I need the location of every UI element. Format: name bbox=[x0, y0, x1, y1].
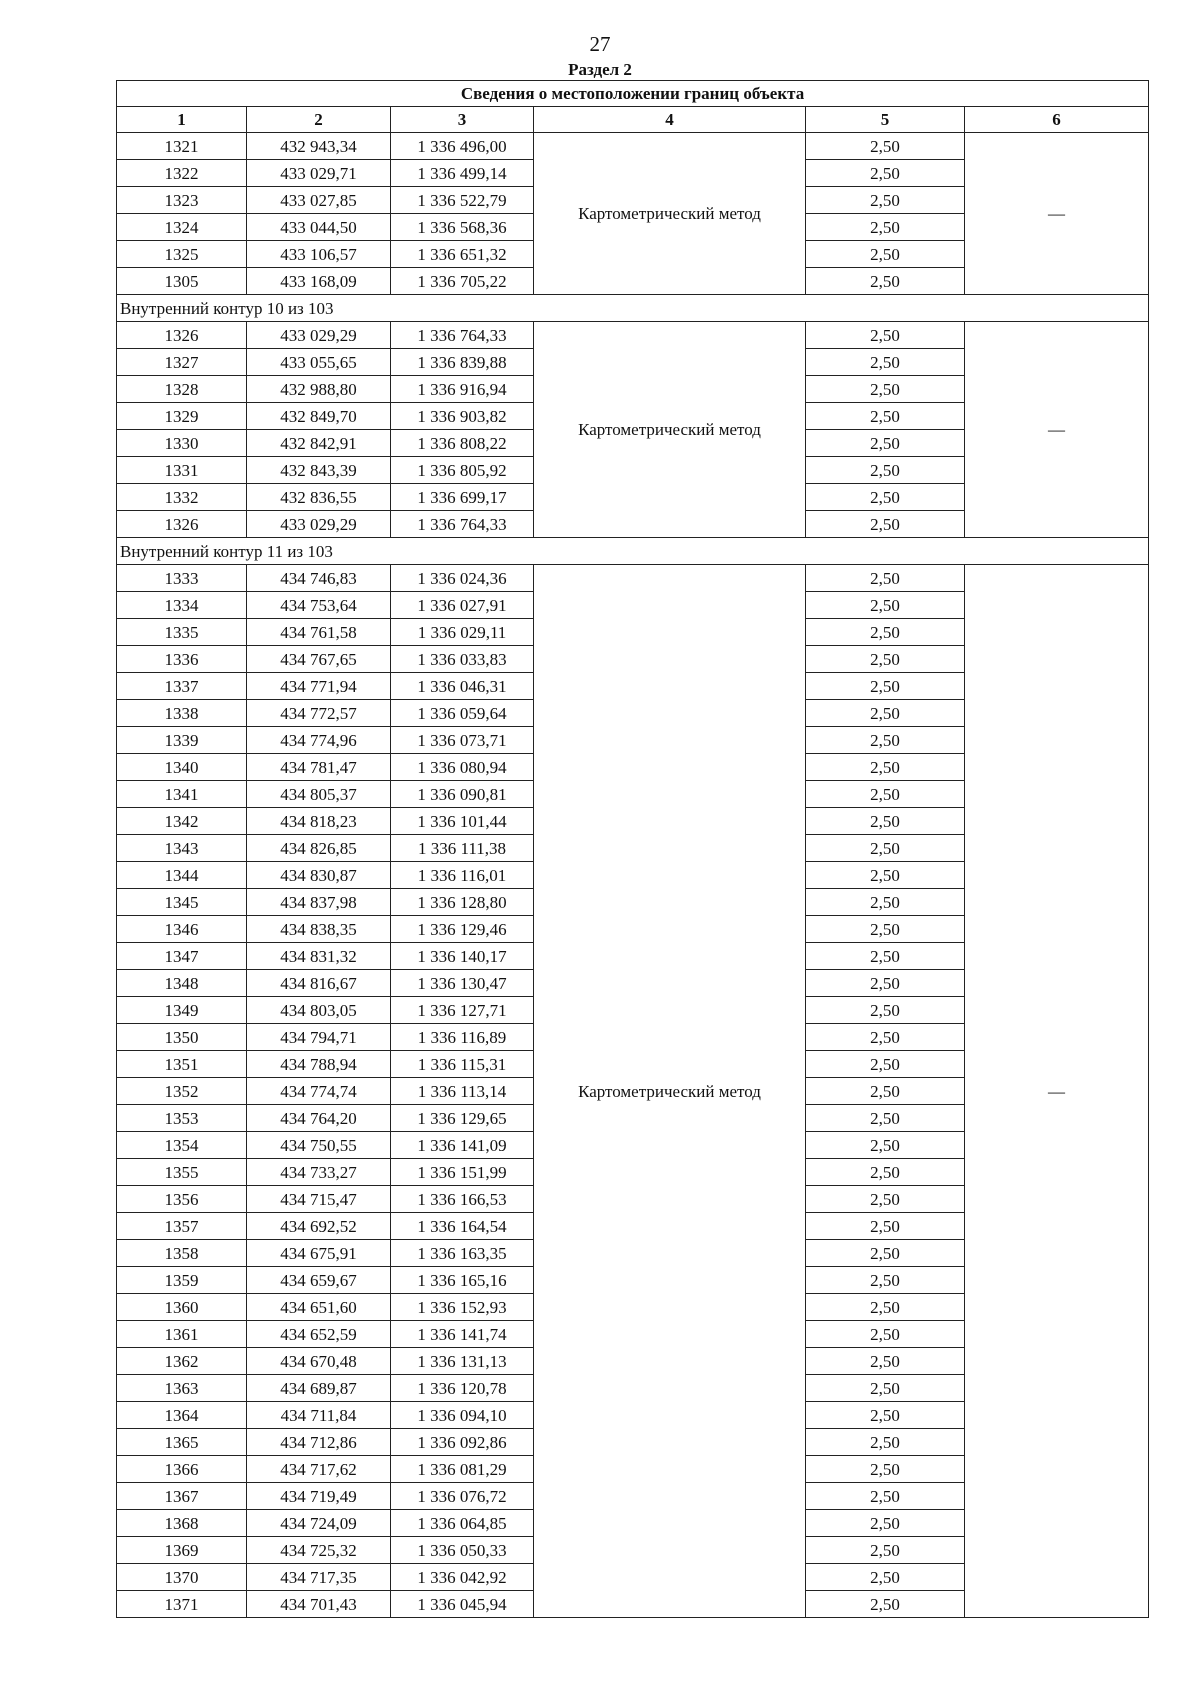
x-coordinate-cell: 433 044,50 bbox=[247, 214, 391, 241]
table-title: Сведения о местоположении границ объекта bbox=[117, 81, 1149, 107]
accuracy-cell: 2,50 bbox=[806, 889, 965, 916]
accuracy-cell: 2,50 bbox=[806, 1240, 965, 1267]
x-coordinate-cell: 433 055,65 bbox=[247, 349, 391, 376]
accuracy-cell: 2,50 bbox=[806, 1024, 965, 1051]
table-row bbox=[117, 133, 1149, 160]
x-coordinate-cell: 434 818,23 bbox=[247, 808, 391, 835]
x-coordinate-cell: 432 943,34 bbox=[247, 133, 391, 160]
point-number-cell: 1369 bbox=[117, 1537, 247, 1564]
accuracy-cell: 2,50 bbox=[806, 403, 965, 430]
y-coordinate-cell: 1 336 568,36 bbox=[391, 214, 534, 241]
x-coordinate-cell: 434 772,57 bbox=[247, 700, 391, 727]
point-number-cell: 1371 bbox=[117, 1591, 247, 1618]
y-coordinate-cell: 1 336 141,09 bbox=[391, 1132, 534, 1159]
x-coordinate-cell: 434 717,62 bbox=[247, 1456, 391, 1483]
accuracy-cell: 2,50 bbox=[806, 511, 965, 538]
x-coordinate-cell: 434 774,74 bbox=[247, 1078, 391, 1105]
point-number-cell: 1352 bbox=[117, 1078, 247, 1105]
accuracy-cell: 2,50 bbox=[806, 1321, 965, 1348]
contour-row bbox=[117, 538, 1149, 565]
accuracy-cell: 2,50 bbox=[806, 1564, 965, 1591]
point-number-cell: 1347 bbox=[117, 943, 247, 970]
accuracy-cell: 2,50 bbox=[806, 1213, 965, 1240]
y-coordinate-cell: 1 336 127,71 bbox=[391, 997, 534, 1024]
y-coordinate-cell: 1 336 113,14 bbox=[391, 1078, 534, 1105]
accuracy-cell: 2,50 bbox=[806, 484, 965, 511]
x-coordinate-cell: 434 781,47 bbox=[247, 754, 391, 781]
x-coordinate-cell: 434 750,55 bbox=[247, 1132, 391, 1159]
x-coordinate-cell: 434 733,27 bbox=[247, 1159, 391, 1186]
accuracy-cell: 2,50 bbox=[806, 700, 965, 727]
x-coordinate-cell: 434 837,98 bbox=[247, 889, 391, 916]
x-coordinate-cell: 434 717,35 bbox=[247, 1564, 391, 1591]
x-coordinate-cell: 434 724,09 bbox=[247, 1510, 391, 1537]
point-number-cell: 1345 bbox=[117, 889, 247, 916]
accuracy-cell: 2,50 bbox=[806, 916, 965, 943]
y-coordinate-cell: 1 336 045,94 bbox=[391, 1591, 534, 1618]
accuracy-cell: 2,50 bbox=[806, 727, 965, 754]
contour-label: Внутренний контур 11 из 103 bbox=[117, 538, 1149, 565]
point-number-cell: 1327 bbox=[117, 349, 247, 376]
point-number-cell: 1356 bbox=[117, 1186, 247, 1213]
x-coordinate-cell: 434 675,91 bbox=[247, 1240, 391, 1267]
y-coordinate-cell: 1 336 029,11 bbox=[391, 619, 534, 646]
y-coordinate-cell: 1 336 141,74 bbox=[391, 1321, 534, 1348]
accuracy-cell: 2,50 bbox=[806, 943, 965, 970]
point-number-cell: 1367 bbox=[117, 1483, 247, 1510]
x-coordinate-cell: 434 753,64 bbox=[247, 592, 391, 619]
point-number-cell: 1305 bbox=[117, 268, 247, 295]
accuracy-cell: 2,50 bbox=[806, 1078, 965, 1105]
accuracy-cell: 2,50 bbox=[806, 1267, 965, 1294]
accuracy-cell: 2,50 bbox=[806, 673, 965, 700]
accuracy-cell: 2,50 bbox=[806, 1429, 965, 1456]
point-number-cell: 1359 bbox=[117, 1267, 247, 1294]
accuracy-cell: 2,50 bbox=[806, 1051, 965, 1078]
x-coordinate-cell: 433 106,57 bbox=[247, 241, 391, 268]
accuracy-cell: 2,50 bbox=[806, 1186, 965, 1213]
accuracy-cell: 2,50 bbox=[806, 646, 965, 673]
accuracy-cell: 2,50 bbox=[806, 268, 965, 295]
point-number-cell: 1339 bbox=[117, 727, 247, 754]
accuracy-cell: 2,50 bbox=[806, 1483, 965, 1510]
y-coordinate-cell: 1 336 116,01 bbox=[391, 862, 534, 889]
x-coordinate-cell: 434 826,85 bbox=[247, 835, 391, 862]
accuracy-cell: 2,50 bbox=[806, 1510, 965, 1537]
point-number-cell: 1330 bbox=[117, 430, 247, 457]
x-coordinate-cell: 434 746,83 bbox=[247, 565, 391, 592]
accuracy-cell: 2,50 bbox=[806, 430, 965, 457]
y-coordinate-cell: 1 336 651,32 bbox=[391, 241, 534, 268]
y-coordinate-cell: 1 336 705,22 bbox=[391, 268, 534, 295]
accuracy-cell: 2,50 bbox=[806, 1456, 965, 1483]
point-number-cell: 1363 bbox=[117, 1375, 247, 1402]
point-number-cell: 1322 bbox=[117, 160, 247, 187]
y-coordinate-cell: 1 336 805,92 bbox=[391, 457, 534, 484]
description-cell: — bbox=[965, 322, 1149, 538]
accuracy-cell: 2,50 bbox=[806, 970, 965, 997]
y-coordinate-cell: 1 336 101,44 bbox=[391, 808, 534, 835]
y-coordinate-cell: 1 336 129,65 bbox=[391, 1105, 534, 1132]
method-cell: Картометрический метод bbox=[534, 133, 806, 295]
point-number-cell: 1366 bbox=[117, 1456, 247, 1483]
x-coordinate-cell: 433 029,71 bbox=[247, 160, 391, 187]
x-coordinate-cell: 434 659,67 bbox=[247, 1267, 391, 1294]
accuracy-cell: 2,50 bbox=[806, 1105, 965, 1132]
point-number-cell: 1334 bbox=[117, 592, 247, 619]
point-number-cell: 1335 bbox=[117, 619, 247, 646]
point-number-cell: 1364 bbox=[117, 1402, 247, 1429]
y-coordinate-cell: 1 336 076,72 bbox=[391, 1483, 534, 1510]
y-coordinate-cell: 1 336 699,17 bbox=[391, 484, 534, 511]
x-coordinate-cell: 432 843,39 bbox=[247, 457, 391, 484]
y-coordinate-cell: 1 336 073,71 bbox=[391, 727, 534, 754]
y-coordinate-cell: 1 336 042,92 bbox=[391, 1564, 534, 1591]
x-coordinate-cell: 433 168,09 bbox=[247, 268, 391, 295]
point-number-cell: 1358 bbox=[117, 1240, 247, 1267]
accuracy-cell: 2,50 bbox=[806, 349, 965, 376]
accuracy-cell: 2,50 bbox=[806, 619, 965, 646]
point-number-cell: 1351 bbox=[117, 1051, 247, 1078]
y-coordinate-cell: 1 336 059,64 bbox=[391, 700, 534, 727]
y-coordinate-cell: 1 336 081,29 bbox=[391, 1456, 534, 1483]
table-row bbox=[117, 565, 1149, 592]
y-coordinate-cell: 1 336 839,88 bbox=[391, 349, 534, 376]
x-coordinate-cell: 434 774,96 bbox=[247, 727, 391, 754]
contour-row bbox=[117, 295, 1149, 322]
point-number-cell: 1360 bbox=[117, 1294, 247, 1321]
accuracy-cell: 2,50 bbox=[806, 565, 965, 592]
y-coordinate-cell: 1 336 092,86 bbox=[391, 1429, 534, 1456]
y-coordinate-cell: 1 336 046,31 bbox=[391, 673, 534, 700]
point-number-cell: 1344 bbox=[117, 862, 247, 889]
x-coordinate-cell: 432 849,70 bbox=[247, 403, 391, 430]
accuracy-cell: 2,50 bbox=[806, 376, 965, 403]
point-number-cell: 1341 bbox=[117, 781, 247, 808]
x-coordinate-cell: 434 830,87 bbox=[247, 862, 391, 889]
contour-label: Внутренний контур 10 из 103 bbox=[117, 295, 1149, 322]
description-cell: — bbox=[965, 565, 1149, 1618]
y-coordinate-cell: 1 336 120,78 bbox=[391, 1375, 534, 1402]
x-coordinate-cell: 434 692,52 bbox=[247, 1213, 391, 1240]
column-header: 4 bbox=[534, 107, 806, 133]
point-number-cell: 1350 bbox=[117, 1024, 247, 1051]
column-header: 6 bbox=[965, 107, 1149, 133]
y-coordinate-cell: 1 336 115,31 bbox=[391, 1051, 534, 1078]
column-header: 2 bbox=[247, 107, 391, 133]
x-coordinate-cell: 434 831,32 bbox=[247, 943, 391, 970]
y-coordinate-cell: 1 336 131,13 bbox=[391, 1348, 534, 1375]
y-coordinate-cell: 1 336 163,35 bbox=[391, 1240, 534, 1267]
y-coordinate-cell: 1 336 166,53 bbox=[391, 1186, 534, 1213]
y-coordinate-cell: 1 336 064,85 bbox=[391, 1510, 534, 1537]
x-coordinate-cell: 434 701,43 bbox=[247, 1591, 391, 1618]
column-header: 3 bbox=[391, 107, 534, 133]
accuracy-cell: 2,50 bbox=[806, 1348, 965, 1375]
accuracy-cell: 2,50 bbox=[806, 322, 965, 349]
accuracy-cell: 2,50 bbox=[806, 457, 965, 484]
y-coordinate-cell: 1 336 128,80 bbox=[391, 889, 534, 916]
point-number-cell: 1337 bbox=[117, 673, 247, 700]
column-header: 1 bbox=[117, 107, 247, 133]
accuracy-cell: 2,50 bbox=[806, 997, 965, 1024]
y-coordinate-cell: 1 336 050,33 bbox=[391, 1537, 534, 1564]
x-coordinate-cell: 434 771,94 bbox=[247, 673, 391, 700]
page-number: 27 bbox=[589, 32, 611, 56]
x-coordinate-cell: 434 651,60 bbox=[247, 1294, 391, 1321]
x-coordinate-cell: 433 027,85 bbox=[247, 187, 391, 214]
y-coordinate-cell: 1 336 094,10 bbox=[391, 1402, 534, 1429]
y-coordinate-cell: 1 336 764,33 bbox=[391, 322, 534, 349]
x-coordinate-cell: 434 711,84 bbox=[247, 1402, 391, 1429]
y-coordinate-cell: 1 336 152,93 bbox=[391, 1294, 534, 1321]
y-coordinate-cell: 1 336 165,16 bbox=[391, 1267, 534, 1294]
point-number-cell: 1338 bbox=[117, 700, 247, 727]
accuracy-cell: 2,50 bbox=[806, 1591, 965, 1618]
y-coordinate-cell: 1 336 090,81 bbox=[391, 781, 534, 808]
point-number-cell: 1326 bbox=[117, 322, 247, 349]
accuracy-cell: 2,50 bbox=[806, 754, 965, 781]
point-number-cell: 1370 bbox=[117, 1564, 247, 1591]
accuracy-cell: 2,50 bbox=[806, 835, 965, 862]
x-coordinate-cell: 434 838,35 bbox=[247, 916, 391, 943]
accuracy-cell: 2,50 bbox=[806, 187, 965, 214]
y-coordinate-cell: 1 336 111,38 bbox=[391, 835, 534, 862]
table-row bbox=[117, 322, 1149, 349]
point-number-cell: 1343 bbox=[117, 835, 247, 862]
x-coordinate-cell: 434 794,71 bbox=[247, 1024, 391, 1051]
y-coordinate-cell: 1 336 916,94 bbox=[391, 376, 534, 403]
table-body bbox=[117, 133, 1149, 1618]
x-coordinate-cell: 434 805,37 bbox=[247, 781, 391, 808]
accuracy-cell: 2,50 bbox=[806, 1375, 965, 1402]
x-coordinate-cell: 434 670,48 bbox=[247, 1348, 391, 1375]
point-number-cell: 1331 bbox=[117, 457, 247, 484]
column-header: 5 bbox=[806, 107, 965, 133]
x-coordinate-cell: 434 816,67 bbox=[247, 970, 391, 997]
point-number-cell: 1332 bbox=[117, 484, 247, 511]
x-coordinate-cell: 432 988,80 bbox=[247, 376, 391, 403]
point-number-cell: 1328 bbox=[117, 376, 247, 403]
x-coordinate-cell: 434 764,20 bbox=[247, 1105, 391, 1132]
point-number-cell: 1336 bbox=[117, 646, 247, 673]
y-coordinate-cell: 1 336 164,54 bbox=[391, 1213, 534, 1240]
section-title: Раздел 2 bbox=[568, 60, 632, 79]
y-coordinate-cell: 1 336 033,83 bbox=[391, 646, 534, 673]
accuracy-cell: 2,50 bbox=[806, 592, 965, 619]
accuracy-cell: 2,50 bbox=[806, 214, 965, 241]
y-coordinate-cell: 1 336 080,94 bbox=[391, 754, 534, 781]
point-number-cell: 1346 bbox=[117, 916, 247, 943]
point-number-cell: 1365 bbox=[117, 1429, 247, 1456]
point-number-cell: 1325 bbox=[117, 241, 247, 268]
y-coordinate-cell: 1 336 024,36 bbox=[391, 565, 534, 592]
point-number-cell: 1324 bbox=[117, 214, 247, 241]
point-number-cell: 1329 bbox=[117, 403, 247, 430]
x-coordinate-cell: 432 836,55 bbox=[247, 484, 391, 511]
y-coordinate-cell: 1 336 808,22 bbox=[391, 430, 534, 457]
x-coordinate-cell: 434 652,59 bbox=[247, 1321, 391, 1348]
point-number-cell: 1357 bbox=[117, 1213, 247, 1240]
point-number-cell: 1349 bbox=[117, 997, 247, 1024]
point-number-cell: 1340 bbox=[117, 754, 247, 781]
y-coordinate-cell: 1 336 129,46 bbox=[391, 916, 534, 943]
point-number-cell: 1368 bbox=[117, 1510, 247, 1537]
point-number-cell: 1326 bbox=[117, 511, 247, 538]
y-coordinate-cell: 1 336 764,33 bbox=[391, 511, 534, 538]
x-coordinate-cell: 433 029,29 bbox=[247, 511, 391, 538]
x-coordinate-cell: 434 712,86 bbox=[247, 1429, 391, 1456]
y-coordinate-cell: 1 336 116,89 bbox=[391, 1024, 534, 1051]
method-cell: Картометрический метод bbox=[534, 565, 806, 1618]
accuracy-cell: 2,50 bbox=[806, 1537, 965, 1564]
x-coordinate-cell: 434 761,58 bbox=[247, 619, 391, 646]
x-coordinate-cell: 432 842,91 bbox=[247, 430, 391, 457]
point-number-cell: 1323 bbox=[117, 187, 247, 214]
y-coordinate-cell: 1 336 522,79 bbox=[391, 187, 534, 214]
y-coordinate-cell: 1 336 140,17 bbox=[391, 943, 534, 970]
accuracy-cell: 2,50 bbox=[806, 1294, 965, 1321]
y-coordinate-cell: 1 336 903,82 bbox=[391, 403, 534, 430]
accuracy-cell: 2,50 bbox=[806, 133, 965, 160]
x-coordinate-cell: 434 803,05 bbox=[247, 997, 391, 1024]
y-coordinate-cell: 1 336 027,91 bbox=[391, 592, 534, 619]
boundary-coordinates-table bbox=[116, 80, 1149, 1618]
x-coordinate-cell: 434 725,32 bbox=[247, 1537, 391, 1564]
method-cell: Картометрический метод bbox=[534, 322, 806, 538]
point-number-cell: 1321 bbox=[117, 133, 247, 160]
accuracy-cell: 2,50 bbox=[806, 241, 965, 268]
x-coordinate-cell: 433 029,29 bbox=[247, 322, 391, 349]
x-coordinate-cell: 434 715,47 bbox=[247, 1186, 391, 1213]
x-coordinate-cell: 434 719,49 bbox=[247, 1483, 391, 1510]
accuracy-cell: 2,50 bbox=[806, 808, 965, 835]
y-coordinate-cell: 1 336 499,14 bbox=[391, 160, 534, 187]
point-number-cell: 1362 bbox=[117, 1348, 247, 1375]
point-number-cell: 1355 bbox=[117, 1159, 247, 1186]
x-coordinate-cell: 434 767,65 bbox=[247, 646, 391, 673]
y-coordinate-cell: 1 336 130,47 bbox=[391, 970, 534, 997]
x-coordinate-cell: 434 788,94 bbox=[247, 1051, 391, 1078]
y-coordinate-cell: 1 336 496,00 bbox=[391, 133, 534, 160]
point-number-cell: 1348 bbox=[117, 970, 247, 997]
x-coordinate-cell: 434 689,87 bbox=[247, 1375, 391, 1402]
accuracy-cell: 2,50 bbox=[806, 862, 965, 889]
y-coordinate-cell: 1 336 151,99 bbox=[391, 1159, 534, 1186]
accuracy-cell: 2,50 bbox=[806, 781, 965, 808]
point-number-cell: 1342 bbox=[117, 808, 247, 835]
point-number-cell: 1353 bbox=[117, 1105, 247, 1132]
description-cell: — bbox=[965, 133, 1149, 295]
point-number-cell: 1333 bbox=[117, 565, 247, 592]
accuracy-cell: 2,50 bbox=[806, 1402, 965, 1429]
accuracy-cell: 2,50 bbox=[806, 160, 965, 187]
accuracy-cell: 2,50 bbox=[806, 1159, 965, 1186]
point-number-cell: 1361 bbox=[117, 1321, 247, 1348]
accuracy-cell: 2,50 bbox=[806, 1132, 965, 1159]
point-number-cell: 1354 bbox=[117, 1132, 247, 1159]
